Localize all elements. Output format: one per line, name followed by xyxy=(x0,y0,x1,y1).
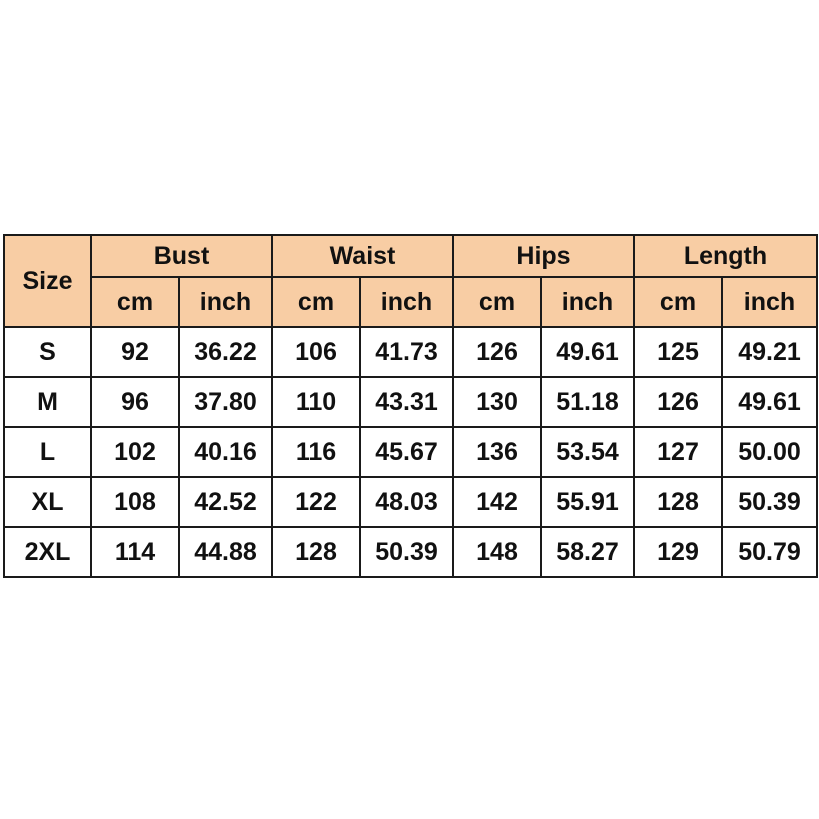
table-cell: 37.80 xyxy=(179,377,272,427)
unit-header: cm xyxy=(272,277,360,327)
size-label: S xyxy=(4,327,91,377)
table-row xyxy=(4,527,817,577)
table-cell: 40.16 xyxy=(179,427,272,477)
table-cell: 148 xyxy=(453,527,541,577)
unit-header: inch xyxy=(722,277,817,327)
table-cell: 92 xyxy=(91,327,179,377)
table-cell: 126 xyxy=(634,377,722,427)
table-cell: 53.54 xyxy=(541,427,634,477)
group-header-length: Length xyxy=(634,235,817,277)
table-cell: 42.52 xyxy=(179,477,272,527)
unit-header: inch xyxy=(179,277,272,327)
table-cell: 50.79 xyxy=(722,527,817,577)
table-row xyxy=(4,477,817,527)
table-cell: 102 xyxy=(91,427,179,477)
header-row-units xyxy=(4,277,817,327)
table-cell: 50.39 xyxy=(360,527,453,577)
size-label: L xyxy=(4,427,91,477)
table-cell: 110 xyxy=(272,377,360,427)
size-label: M xyxy=(4,377,91,427)
table-cell: 51.18 xyxy=(541,377,634,427)
table-cell: 114 xyxy=(91,527,179,577)
table-cell: 136 xyxy=(453,427,541,477)
table-cell: 49.61 xyxy=(722,377,817,427)
table-cell: 36.22 xyxy=(179,327,272,377)
table-cell: 55.91 xyxy=(541,477,634,527)
size-header: Size xyxy=(4,235,91,327)
size-label: XL xyxy=(4,477,91,527)
table-cell: 128 xyxy=(272,527,360,577)
table-cell: 41.73 xyxy=(360,327,453,377)
table-cell: 127 xyxy=(634,427,722,477)
table-cell: 44.88 xyxy=(179,527,272,577)
table-cell: 125 xyxy=(634,327,722,377)
table-cell: 130 xyxy=(453,377,541,427)
group-header-waist: Waist xyxy=(272,235,453,277)
group-header-bust: Bust xyxy=(91,235,272,277)
group-header-hips: Hips xyxy=(453,235,634,277)
header-row-groups xyxy=(4,235,817,277)
table-row xyxy=(4,327,817,377)
table-cell: 50.39 xyxy=(722,477,817,527)
table-row xyxy=(4,377,817,427)
table-cell: 58.27 xyxy=(541,527,634,577)
table-cell: 43.31 xyxy=(360,377,453,427)
unit-header: inch xyxy=(360,277,453,327)
table-cell: 106 xyxy=(272,327,360,377)
unit-header: inch xyxy=(541,277,634,327)
size-label: 2XL xyxy=(4,527,91,577)
table-cell: 122 xyxy=(272,477,360,527)
table-cell: 50.00 xyxy=(722,427,817,477)
table-cell: 128 xyxy=(634,477,722,527)
table-cell: 108 xyxy=(91,477,179,527)
table-cell: 96 xyxy=(91,377,179,427)
table-row xyxy=(4,427,817,477)
table-cell: 129 xyxy=(634,527,722,577)
size-chart-table xyxy=(3,234,818,578)
table-cell: 48.03 xyxy=(360,477,453,527)
unit-header: cm xyxy=(91,277,179,327)
table-cell: 116 xyxy=(272,427,360,477)
table-cell: 49.21 xyxy=(722,327,817,377)
unit-header: cm xyxy=(453,277,541,327)
table-cell: 45.67 xyxy=(360,427,453,477)
unit-header: cm xyxy=(634,277,722,327)
table-cell: 142 xyxy=(453,477,541,527)
table-cell: 126 xyxy=(453,327,541,377)
table-cell: 49.61 xyxy=(541,327,634,377)
